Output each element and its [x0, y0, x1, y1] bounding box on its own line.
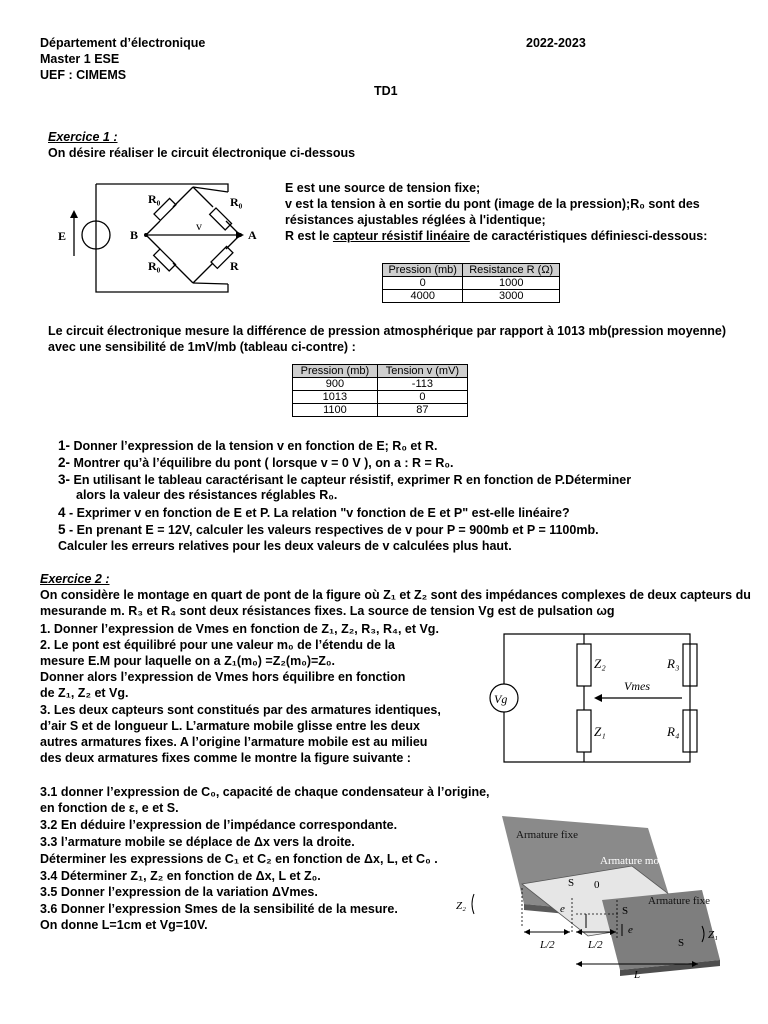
ex1-question-5: 5 - En prenant E = 12V, calculer les valeurs respectives de v pour P = 900mb et P = 1100mb.: [58, 522, 599, 537]
bridge-label-b: B: [130, 228, 139, 242]
ex1-question-3-cont: alors la valeur des résistances réglables R₀.: [76, 488, 338, 502]
surface-s-label: S: [568, 877, 575, 889]
table2-header-tension: Tension v (mV): [377, 365, 467, 378]
table2-cell: 1100: [293, 404, 378, 417]
table2-cell: -113: [377, 378, 467, 391]
r4-label: R₄: [667, 724, 680, 739]
academic-year: 2022-2023: [526, 36, 586, 50]
ex1-question-2: 2- Montrer qu’à l’équilibre du pont ( lorsque v = 0 V ), on a : R = R₀.: [58, 455, 454, 470]
exercise1-title: Exercice 1 :: [48, 130, 118, 144]
ex2-item-3-cont: d’air S et de longueur L. L’armature mobile glisse entre les deux: [40, 719, 420, 733]
bridge-label-a: A: [248, 228, 257, 242]
ex1-desc-line2: v est la tension à en sortie du pont (image de la pression);R₀ sont des: [285, 197, 700, 211]
z2-label: Z₂: [594, 656, 606, 671]
ex2-sub-3-6: 3.6 Donner l’expression Smes de la sensibilité de la mesure.: [40, 902, 398, 916]
ex2-item-3: 3. Les deux capteurs sont constitués par des armatures identiques,: [40, 703, 441, 717]
table2-cell: 900: [293, 378, 378, 391]
gap-e-label: e: [560, 903, 565, 915]
half-length-label: L/2: [588, 939, 603, 951]
armature-fixe-top-label: Armature fixe: [516, 829, 578, 841]
ex2-sub-3-3: 3.3 l’armature mobile se déplace de Δx vers la droite.: [40, 835, 355, 849]
table1-cell: 1000: [463, 277, 560, 290]
ex2-sub-3-3-cont: Déterminer les expressions de C₁ et C₂ en fonction de Δx, L, et C₀ .: [40, 852, 438, 866]
ex1-question-5-cont: Calculer les erreurs relatives pour les deux valeurs de v calculées plus haut.: [58, 539, 512, 553]
exercise2-title: Exercice 2 :: [40, 572, 110, 586]
armature-fixe-bottom-label: Armature fixe: [648, 895, 710, 907]
length-l-label: L: [634, 969, 641, 981]
bridge-label-r0-bottom-left: R₀: [148, 259, 161, 273]
z1-plate-label: Z₁: [708, 929, 718, 941]
bridge-label-r0-top-left: R₀: [148, 192, 161, 206]
surface-s-label: S: [678, 937, 685, 949]
ex2-item-2: 2. Le pont est équilibré pour une valeur m₀ de l’étendu de la: [40, 638, 396, 652]
ex2-sub-3-1-cont: en fonction de ε, e et S.: [40, 801, 179, 815]
ex1-desc-line4: R est le capteur résistif linéaire de caractéristiques définiesci-dessous:: [285, 229, 708, 243]
table1-cell: 4000: [383, 290, 463, 303]
origin-zero-label: 0: [594, 879, 600, 891]
ex2-sub-3-4: 3.4 Déterminer Z₁, Z₂ en fonction de Δx, L et Z₀.: [40, 869, 321, 883]
z2-plate-label: Z₂: [456, 900, 466, 912]
half-length-label: L/2: [540, 939, 555, 951]
table2-cell: 0: [377, 391, 467, 404]
gap-e-label: e: [628, 924, 633, 936]
table1-header-pression: Pression (mb): [383, 264, 463, 277]
ex2-item-3-cont: des deux armatures fixes comme le montre la figure suivante :: [40, 751, 411, 765]
department: Département d’électronique: [40, 36, 206, 50]
ex2-item-1: 1. Donner l’expression de Vmes en fonction de Z₁, Z₂, R₃, R₄, et Vg.: [40, 622, 439, 636]
ex2-sub-3-1: 3.1 donner l’expression de C₀, capacité de chaque condensateur à l’origine,: [40, 785, 490, 799]
uef-label: UEF : CIMEMS: [40, 68, 127, 82]
quarter-bridge-diagram: [482, 628, 722, 768]
ex1-desc-line3: résistances ajustables réglées à l'identique;: [285, 213, 546, 227]
capacitor-plates-diagram: [452, 808, 724, 988]
table1-header-resistance: Resistance R (Ω): [463, 264, 560, 277]
ex2-sub-3-2: 3.2 En déduire l’expression de l’impédance correspondante.: [40, 818, 398, 832]
ex2-intro-line1: On considère le montage en quart de pont de la figure où Z₁ et Z₂ sont des impédances complexes de deux capteurs du: [40, 588, 751, 602]
bridge-label-r0-top-right: R₀: [230, 195, 243, 209]
bridge-label-e: E: [58, 229, 67, 243]
table2-cell: 87: [377, 404, 467, 417]
surface-s-label: S: [622, 905, 629, 917]
sensor-characteristic-table: [382, 263, 560, 303]
ex2-item-2-cont: Donner alors l’expression de Vmes hors équilibre en fonction: [40, 670, 406, 684]
ex2-given-values: On donne L=1cm et Vg=10V.: [40, 918, 208, 932]
ex2-sub-3-5: 3.5 Donner l’expression de la variation ΔVmes.: [40, 885, 318, 899]
wheatstone-bridge-diagram: [50, 178, 280, 303]
table2-header-pression: Pression (mb): [293, 365, 378, 378]
ex2-item-3-cont: autres armatures fixes. A l’origine l’armature mobile est au milieu: [40, 735, 428, 749]
ex2-item-2-cont: de Z₁, Z₂ et Vg.: [40, 686, 129, 700]
ex1-question-1: 1- Donner l’expression de la tension v en fonction de E; R₀ et R.: [58, 438, 438, 453]
armature-mobile-label: Armature mobile: [600, 855, 676, 867]
vmes-label: Vmes: [624, 679, 650, 693]
bridge-label-v: v: [196, 219, 202, 233]
pressure-voltage-table: [292, 364, 468, 417]
bridge-label-r: R: [230, 259, 239, 273]
td-title: TD1: [374, 84, 398, 98]
ex1-desc-line1: E est une source de tension fixe;: [285, 181, 481, 195]
exercise1-intro: On désire réaliser le circuit électronique ci-dessous: [48, 146, 356, 160]
ex1-question-3: 3- En utilisant le tableau caractérisant le capteur résistif, exprimer R en fonction de P.Déterminer: [58, 472, 632, 487]
vg-label: Vg: [494, 692, 508, 706]
ex2-intro-line2: mesurande m. R₃ et R₄ sont deux résistances fixes. La source de tension Vg est de pulsation ωg: [40, 604, 615, 618]
ex2-item-2-cont: mesure E.M pour laquelle on a Z₁(m₀) =Z₂(m₀)=Z₀.: [40, 654, 336, 668]
ex1-question-4: 4 - Exprimer v en fonction de E et P. La relation "v fonction de E et P" est-elle linéaire?: [58, 505, 570, 520]
ex1-paragraph-line1: Le circuit électronique mesure la différence de pression atmosphérique par rapport à 1013 mb(pression moyenne): [48, 324, 726, 338]
master-level: Master 1 ESE: [40, 52, 120, 66]
table2-cell: 1013: [293, 391, 378, 404]
z1-label: Z₁: [594, 724, 606, 739]
ex1-paragraph-line2: avec une sensibilité de 1mV/mb (tableau ci-contre) :: [48, 340, 356, 354]
table1-cell: 0: [383, 277, 463, 290]
r3-label: R₃: [667, 656, 680, 671]
table1-cell: 3000: [463, 290, 560, 303]
